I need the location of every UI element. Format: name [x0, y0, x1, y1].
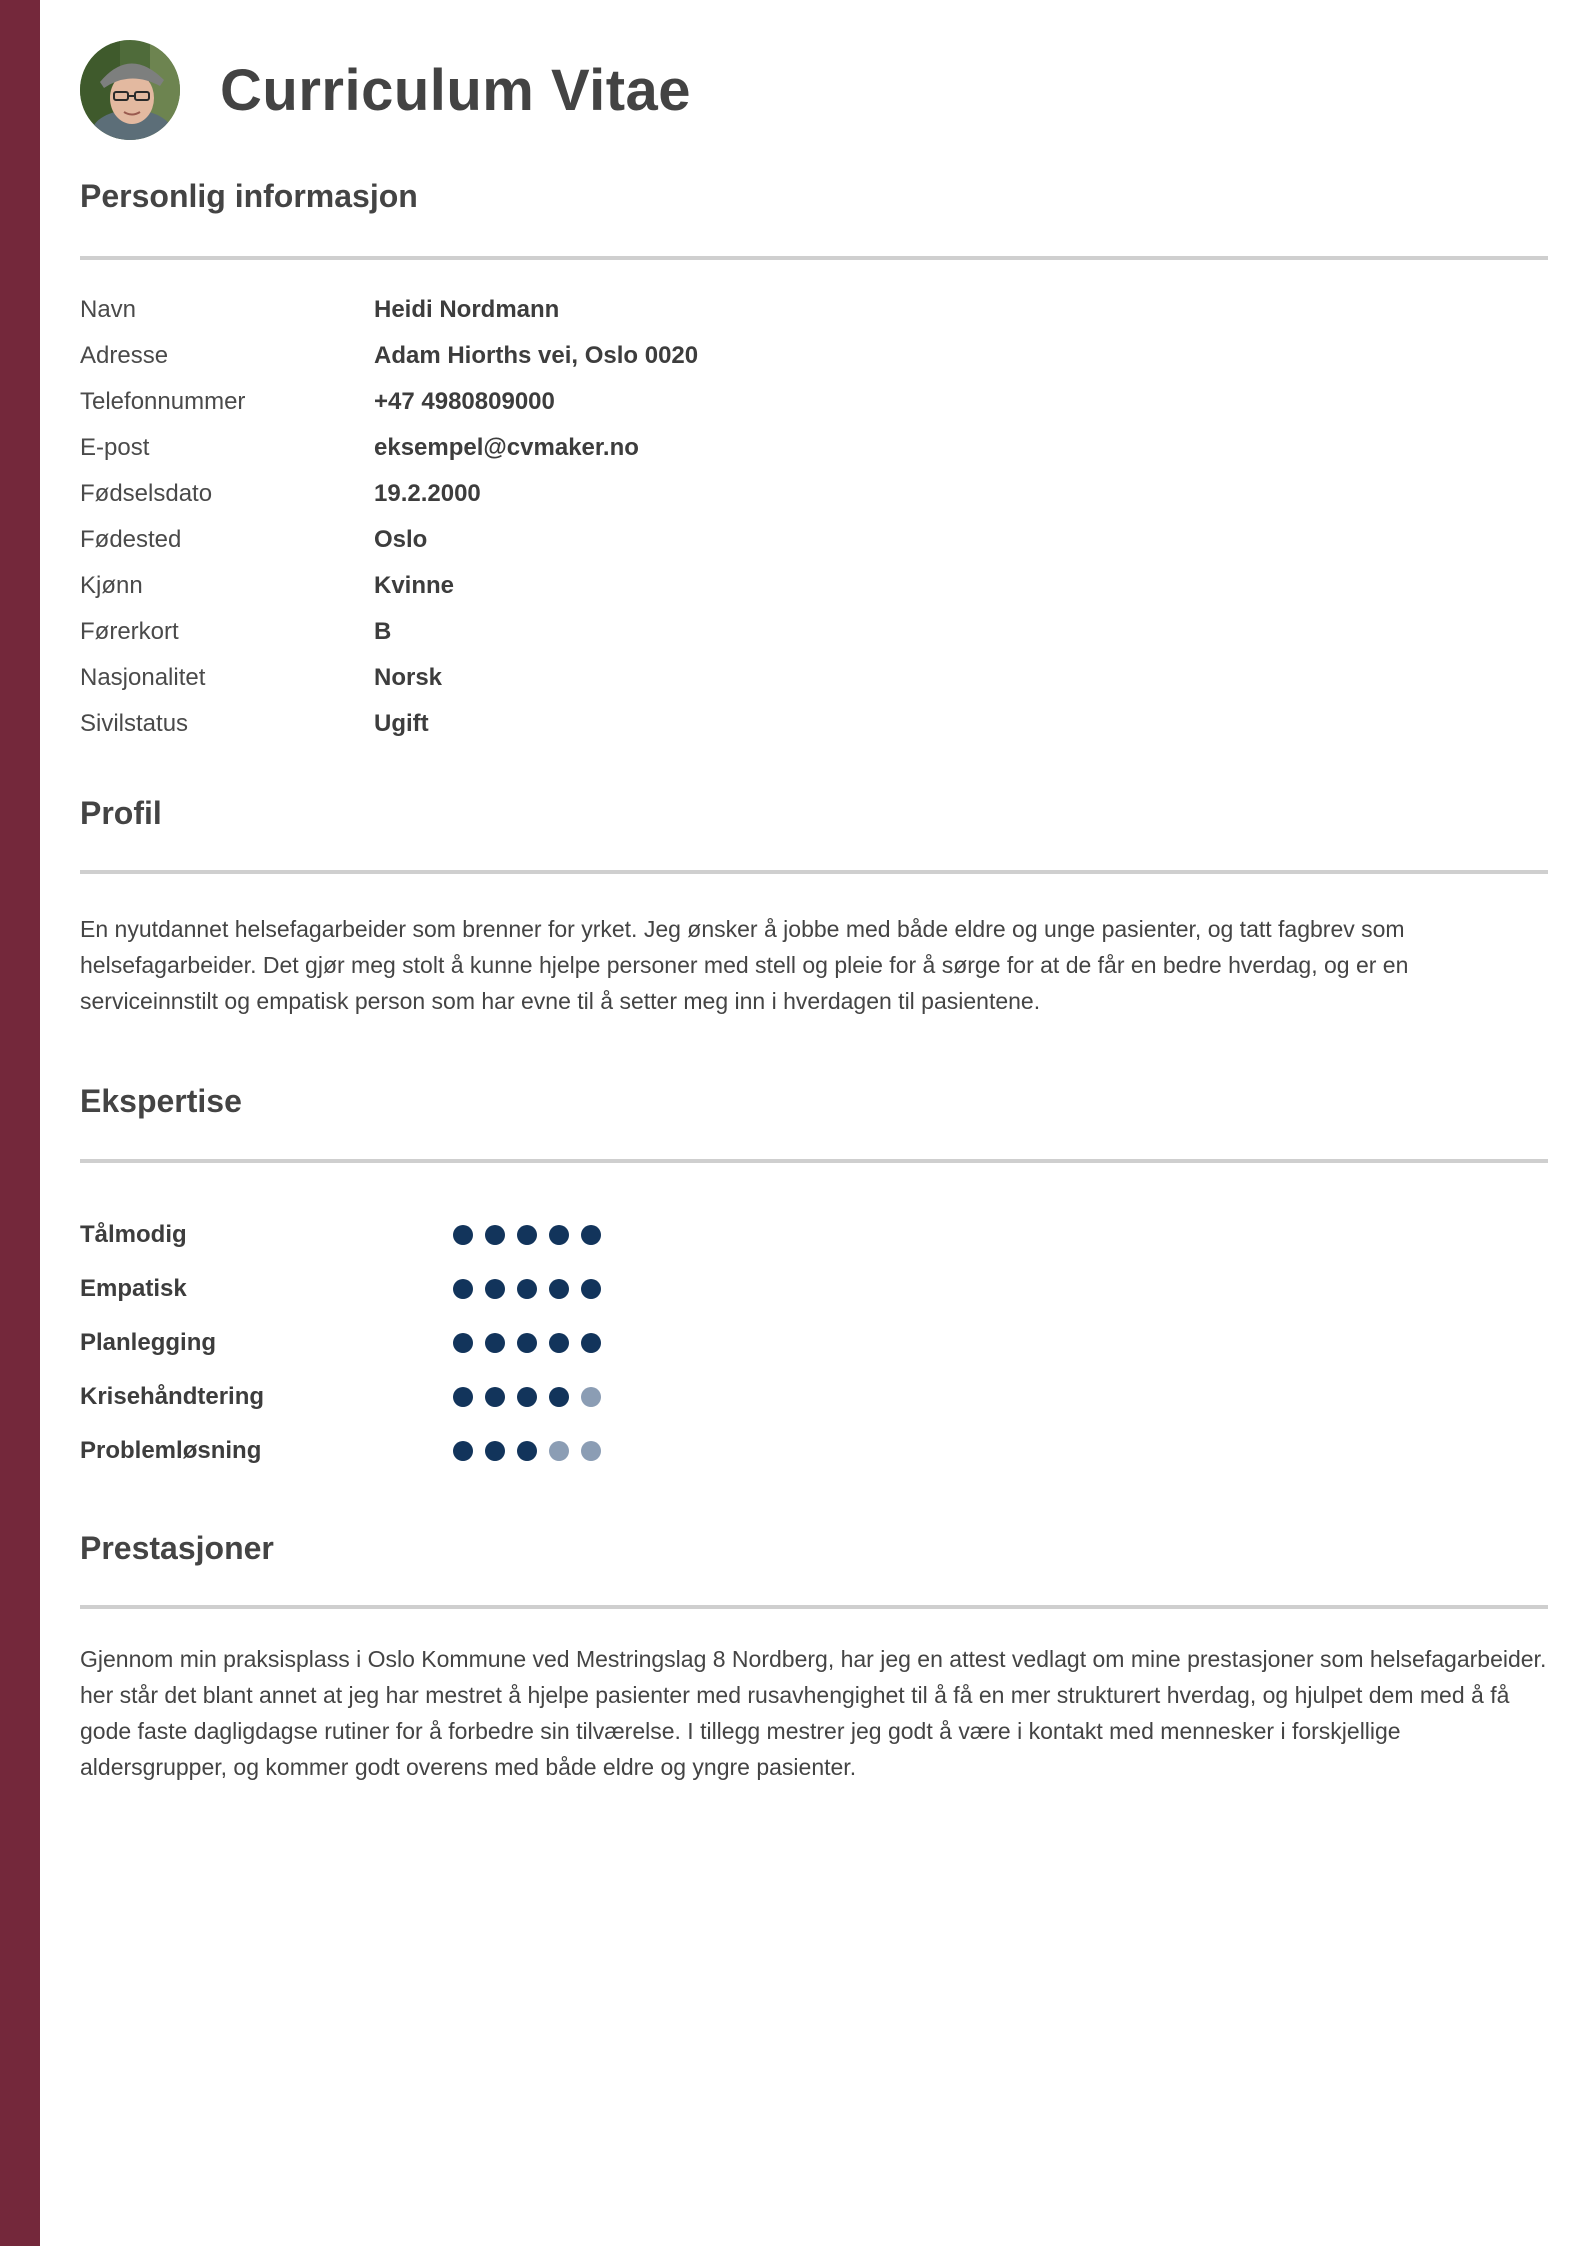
section-divider [80, 1605, 1548, 1609]
info-value: +47 4980809000 [374, 388, 555, 415]
skill-name: Empatisk [80, 1275, 187, 1302]
info-label: Telefonnummer [80, 388, 246, 415]
rating-dot-filled [453, 1387, 473, 1407]
section-title-profile: Profil [80, 795, 162, 831]
rating-dot-filled [453, 1441, 473, 1461]
rating-dot-filled [517, 1279, 537, 1299]
skill-row [80, 1215, 880, 1255]
skill-rating [453, 1333, 613, 1353]
section-divider [80, 870, 1548, 874]
info-label: Fødested [80, 526, 182, 553]
rating-dot-filled [581, 1333, 601, 1353]
skill-rating [453, 1441, 613, 1461]
info-value: Oslo [374, 526, 428, 553]
skill-row [80, 1269, 880, 1309]
info-value: Adam Hiorths vei, Oslo 0020 [374, 342, 699, 369]
rating-dot-empty [581, 1441, 601, 1461]
rating-dot-empty [549, 1441, 569, 1461]
rating-dot-filled [581, 1225, 601, 1245]
rating-dot-filled [485, 1279, 505, 1299]
info-label: Førerkort [80, 618, 179, 645]
skill-name: Problemløsning [80, 1437, 262, 1464]
rating-dot-filled [453, 1279, 473, 1299]
skill-row [80, 1431, 880, 1471]
achievements-text: Gjennom min praksisplass i Oslo Kommune ved Mestringslag 8 Nordberg, har jeg en attest vedlagt om mine prestasjoner som helsefagarbeider. her står det blant annet at jeg har mestret å hjelpe pasienter med rusavhengighet til å få en mer strukturert hverdag, og hjulpet dem med å få gode faste dagligdagse rutiner for å forbedre sin tilværelse. I tillegg mestrer jeg godt å være i kontakt med mennesker i forskjellige aldersgrupper, og kommer godt overens med både eldre og yngre pasienter. [80, 1646, 1547, 1780]
info-value: 19.2.2000 [374, 480, 481, 507]
info-value: eksempel@cvmaker.no [374, 434, 639, 461]
rating-dot-filled [485, 1333, 505, 1353]
rating-dot-filled [549, 1279, 569, 1299]
info-value: Norsk [374, 664, 443, 691]
rating-dot-filled [517, 1225, 537, 1245]
info-label: Navn [80, 296, 137, 323]
cv-header [80, 40, 691, 140]
rating-dot-empty [581, 1387, 601, 1407]
rating-dot-filled [581, 1279, 601, 1299]
info-label: Fødselsdato [80, 480, 213, 507]
skill-name: Tålmodig [80, 1221, 187, 1248]
profile-text: En nyutdannet helsefagarbeider som brenner for yrket. Jeg ønsker å jobbe med både eldre og unge pasienter, og tatt fagbrev som helsefagarbeider. Det gjør meg stolt å kunne hjelpe personer med stell og pleie for å sørge for at de får en bedre hverdag, og er en serviceinnstilt og empatisk person som har evne til å setter meg inn i hverdagen til pasientene. [80, 916, 1409, 1014]
info-label: Kjønn [80, 572, 143, 599]
rating-dot-filled [453, 1333, 473, 1353]
avatar-photo-icon [80, 40, 180, 140]
rating-dot-filled [549, 1387, 569, 1407]
section-title-expertise: Ekspertise [80, 1083, 242, 1119]
rating-dot-filled [517, 1441, 537, 1461]
skill-name: Krisehåndtering [80, 1383, 265, 1410]
avatar [80, 40, 180, 140]
skill-rating [453, 1225, 613, 1245]
rating-dot-filled [485, 1225, 505, 1245]
rating-dot-filled [485, 1387, 505, 1407]
info-value: Kvinne [374, 572, 455, 599]
rating-dot-filled [517, 1333, 537, 1353]
page-title: Curriculum Vitae [220, 57, 692, 123]
info-label: E-post [80, 434, 150, 461]
skill-row [80, 1377, 880, 1417]
rating-dot-filled [517, 1387, 537, 1407]
info-label: Nasjonalitet [80, 664, 206, 691]
rating-dot-filled [549, 1225, 569, 1245]
accent-sidebar [0, 0, 40, 2246]
info-value: Heidi Nordmann [374, 296, 560, 323]
skill-name: Planlegging [80, 1329, 217, 1356]
info-label: Adresse [80, 342, 169, 369]
section-divider [80, 256, 1548, 260]
info-label: Sivilstatus [80, 710, 189, 737]
rating-dot-filled [485, 1441, 505, 1461]
section-divider [80, 1159, 1548, 1163]
rating-dot-filled [453, 1225, 473, 1245]
skill-rating [453, 1279, 613, 1299]
skill-rating [453, 1387, 613, 1407]
section-title-personal: Personlig informasjon [80, 178, 418, 214]
rating-dot-filled [549, 1333, 569, 1353]
info-value: Ugift [374, 710, 429, 737]
info-value: B [374, 618, 392, 645]
skill-row [80, 1323, 880, 1363]
section-title-achievements: Prestasjoner [80, 1530, 274, 1566]
